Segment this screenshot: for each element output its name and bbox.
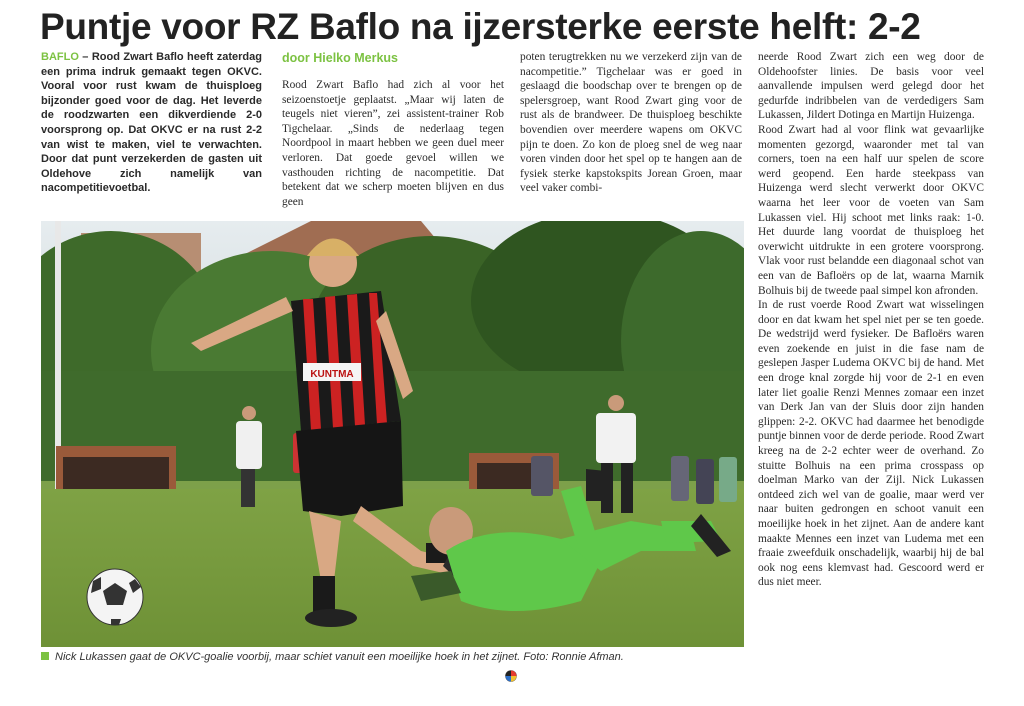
caption-marker	[41, 652, 49, 660]
intro-paragraph	[41, 50, 262, 196]
article-column-3	[520, 50, 742, 196]
article-column-2	[282, 50, 504, 209]
match-photo-illustration	[41, 221, 744, 647]
publisher-logo-icon	[505, 670, 517, 682]
pitch	[41, 489, 744, 647]
shirt-sponsor: KUNTMA	[310, 369, 354, 380]
intro-column	[41, 50, 262, 196]
intro-text: – Rood Zwart Baflo heeft zaterdag een prima indruk gemaakt tegen OKVC. Vooral voor rust kwam de thuisploeg bijzonder goed voor de dag. Het leverde de roodzwarten een dikverdiende 2-0 voorsprong op. Dat OKVC er na rust 2-2 van wist te maken, viel te verwachten. Door dat punt verzekerden de gasten uit Oldehove zich namelijk van nacompetitievoetbal.	[41, 51, 262, 195]
dateline: BAFLO	[41, 51, 79, 63]
article-paragraph: neerde Rood Zwart zich een weg door de Oldehoofster linies. De basis voor veel aanvallende impulsen werd gelegd door het gedurfde indribbelen van de verdedigers Sam Lukassen, Jildert Dotinga en Martijn Huizenga.	[758, 51, 984, 122]
article-paragraph: Rood Zwart had al voor flink wat gevaarlijke momenten gezorgd, waaronder met tal van corners, toen na een half uur spelen de score werd geopend. Een harde steekpass van Huizenga werd slecht verwerkt door OKVC waarna het leer voor de voeten van Sam Lukassen viel. Hij schoot met links raak: 1-0. Het duurde lang voordat de thuisploeg het overwicht uitdrukte in een grotere voorsprong. Vlak voor rust belandde een diagonaal schot van een van de Bafloërs op de lat, waarna Marnik Bolhuis bij de tweede paal simpel kon afronden.	[758, 123, 984, 297]
byline: door Hielko Merkus	[282, 51, 398, 65]
headline: Puntje voor RZ Baflo na ijzersterke eerste helft: 2-2	[40, 6, 921, 47]
article-paragraph: poten terugtrekken nu we verzekerd zijn van de nacompetitie.” Tigchelaar was er goed in geslaagd die boodschap over te brengen op de spelersgroep, want Rood Zwart ging voor de rust als de brandweer. De thuisploeg beschikte bovendien over meerdere wapens om OKVC pijn te doen. Zo kon de ploeg snel de weg naar voren vinden door het spel op te hangen aan de fysiek sterke kapstokspits Jorean Groen, maar veel vaker combi-	[520, 51, 742, 195]
football	[87, 569, 143, 625]
photo-caption	[41, 650, 751, 664]
match-photo	[41, 221, 744, 647]
article-paragraph: Rood Zwart Baflo had zich al voor het seizoenstoetje geplaatst. „Maar wij laten de teugels niet vieren”, zei assistent-trainer Rob Tigchelaar. „Sinds de nederlaag tegen Noordpool in maart hebben we geen duel meer verloren. Dat goede gevoel willen we vasthouden richting de nacompetitie. Dat betekent dat we scherp moeten blijven en dus geen	[282, 79, 504, 208]
article-paragraph: In de rust voerde Rood Zwart wat wisselingen door en dat kwam het spel niet per se ten goede. De wedstrijd werd fysieker. De Bafloërs waren even zoekende en juist in die fase nam de geslepen Jasper Ludema OKVC bij de hand. Met een droge knal zorgde hij voor de 2-1 en even later liet goalie Renzi Mennes zomaar een inzet van Derk Jan van der Sluis door zijn handen glippen: 2-2. OKVC had daarmee het benodigde puntje binnen voor de derde periode. Rood Zwart kreeg na de 2-2 echter weer de overhand. Zo stuitte Bolhuis na een prima crosspass op doelman Marko van der Zijl. Nick Lukassen ontdeed zich wel van de goalie, maar werd ver naar buiten gedrongen en schoot vanuit een moeilijke hoek in het zijnet. Aan de andere kant maakte Mennes een inzet van Ludema met een fraaie zweefduik onschadelijk, waarbij hij de bal ook nog eens klemvast had. Gescoord werd er dus niet meer.	[758, 299, 984, 589]
caption-text: Nick Lukassen gaat de OKVC-goalie voorbij, maar schiet vanuit een moeilijke hoek in het zijnet. Foto: Ronnie Afman.	[55, 651, 624, 663]
article-column-4	[758, 50, 984, 590]
